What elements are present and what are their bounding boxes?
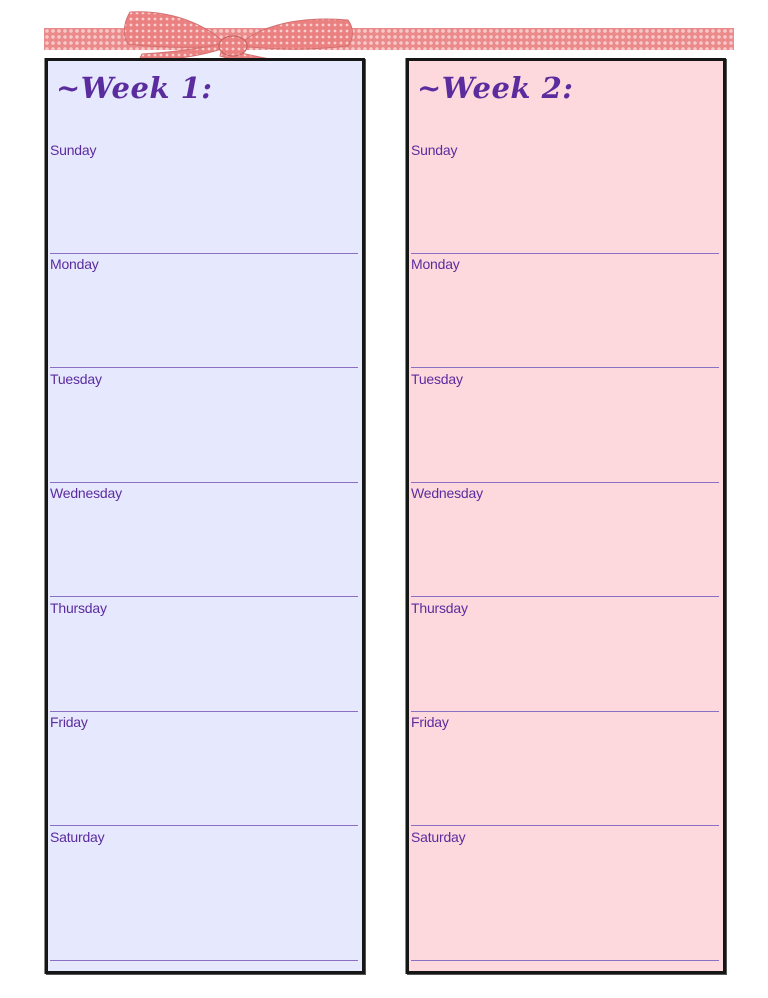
day-label: Wednesday xyxy=(50,485,122,501)
writing-line xyxy=(411,960,719,961)
day-label: Tuesday xyxy=(50,371,102,387)
writing-line xyxy=(50,960,358,961)
day-label: Monday xyxy=(411,256,460,272)
day-label: Saturday xyxy=(411,829,466,845)
week-2-panel xyxy=(406,58,726,974)
day-block-tuesday[interactable] xyxy=(50,369,358,483)
day-label: Sunday xyxy=(411,142,458,158)
day-label: Monday xyxy=(50,256,99,272)
day-block-friday[interactable] xyxy=(411,712,719,826)
day-block-saturday[interactable] xyxy=(50,827,358,961)
day-block-thursday[interactable] xyxy=(50,598,358,712)
day-block-wednesday[interactable] xyxy=(50,483,358,597)
writing-line xyxy=(50,367,358,368)
day-block-monday[interactable] xyxy=(411,254,719,368)
day-label: Sunday xyxy=(50,142,97,158)
day-label: Friday xyxy=(50,714,88,730)
writing-line xyxy=(411,825,719,826)
writing-line xyxy=(50,596,358,597)
day-label: Tuesday xyxy=(411,371,463,387)
day-label: Thursday xyxy=(411,600,468,616)
day-label: Thursday xyxy=(50,600,107,616)
writing-line xyxy=(411,367,719,368)
day-block-thursday[interactable] xyxy=(411,598,719,712)
week-title: ~Week 1: xyxy=(56,71,213,105)
day-block-sunday[interactable] xyxy=(50,140,358,254)
day-block-friday[interactable] xyxy=(50,712,358,826)
day-label: Friday xyxy=(411,714,449,730)
day-block-sunday[interactable] xyxy=(411,140,719,254)
week-1-panel xyxy=(45,58,365,974)
writing-line xyxy=(411,596,719,597)
writing-line xyxy=(50,825,358,826)
day-label: Wednesday xyxy=(411,485,483,501)
day-block-saturday[interactable] xyxy=(411,827,719,961)
day-block-tuesday[interactable] xyxy=(411,369,719,483)
day-block-monday[interactable] xyxy=(50,254,358,368)
week-title: ~Week 2: xyxy=(417,71,574,105)
day-label: Saturday xyxy=(50,829,105,845)
day-block-wednesday[interactable] xyxy=(411,483,719,597)
